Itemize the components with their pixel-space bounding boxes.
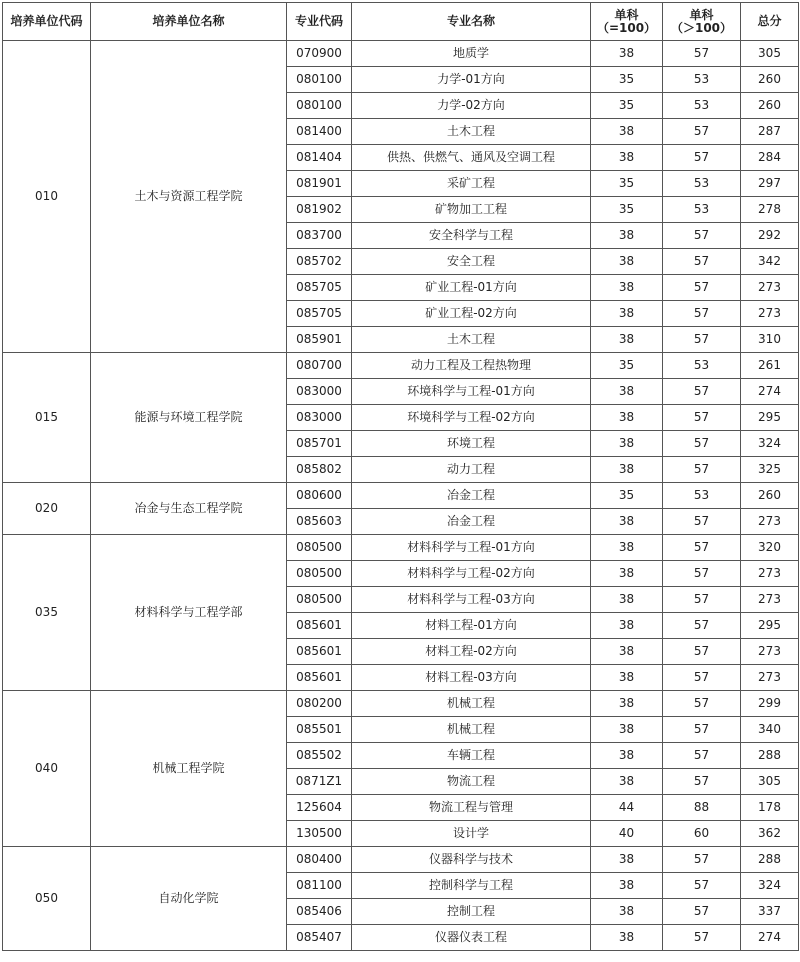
major-name-cell: 材料科学与工程-01方向 [352,535,591,561]
table-row [3,535,799,561]
single-eq100-cell: 38 [591,249,663,275]
major-name-cell: 矿业工程-02方向 [352,301,591,327]
single-gt100-cell: 57 [663,379,741,405]
major-code-cell: 080100 [287,93,352,119]
header-single-gt100-line1: 单科 [689,7,714,22]
header-single-gt100-line2: （＞100） [670,20,733,35]
single-gt100-cell: 57 [663,743,741,769]
single-gt100-cell: 53 [663,67,741,93]
table-row [3,847,799,873]
major-code-cell: 081901 [287,171,352,197]
single-gt100-cell: 57 [663,665,741,691]
single-eq100-cell: 35 [591,171,663,197]
total-cell: 261 [741,353,799,379]
total-cell: 273 [741,587,799,613]
single-gt100-cell: 57 [663,457,741,483]
major-name-cell: 车辆工程 [352,743,591,769]
table-row [3,353,799,379]
unit-name-cell: 能源与环境工程学院 [91,353,287,483]
major-code-cell: 125604 [287,795,352,821]
major-code-cell: 080100 [287,67,352,93]
header-single-gt100 [663,3,741,41]
header-single-eq100 [591,3,663,41]
header-row [3,3,799,41]
major-name-cell: 地质学 [352,41,591,67]
unit-name-cell: 冶金与生态工程学院 [91,483,287,535]
single-gt100-cell: 57 [663,899,741,925]
major-code-cell: 081902 [287,197,352,223]
unit-code-cell: 040 [3,691,91,847]
table-row [3,483,799,509]
total-cell: 273 [741,301,799,327]
total-cell: 324 [741,873,799,899]
total-cell: 325 [741,457,799,483]
single-gt100-cell: 57 [663,275,741,301]
total-cell: 362 [741,821,799,847]
header-single-eq100-line1: 单科 [614,7,639,22]
total-cell: 324 [741,431,799,457]
single-eq100-cell: 38 [591,457,663,483]
single-gt100-cell: 88 [663,795,741,821]
single-eq100-cell: 38 [591,717,663,743]
major-code-cell: 085705 [287,275,352,301]
single-eq100-cell: 38 [591,665,663,691]
major-code-cell: 080700 [287,353,352,379]
major-name-cell: 控制工程 [352,899,591,925]
single-eq100-cell: 38 [591,275,663,301]
single-gt100-cell: 57 [663,249,741,275]
total-cell: 310 [741,327,799,353]
single-gt100-cell: 57 [663,405,741,431]
major-code-cell: 085603 [287,509,352,535]
single-gt100-cell: 57 [663,431,741,457]
single-gt100-cell: 57 [663,535,741,561]
major-name-cell: 仪器科学与技术 [352,847,591,873]
major-name-cell: 采矿工程 [352,171,591,197]
total-cell: 273 [741,665,799,691]
single-gt100-cell: 57 [663,873,741,899]
major-code-cell: 080500 [287,561,352,587]
major-name-cell: 材料工程-01方向 [352,613,591,639]
single-eq100-cell: 38 [591,535,663,561]
single-gt100-cell: 57 [663,847,741,873]
single-eq100-cell: 38 [591,41,663,67]
major-code-cell: 083700 [287,223,352,249]
total-cell: 288 [741,743,799,769]
major-name-cell: 材料科学与工程-02方向 [352,561,591,587]
single-eq100-cell: 38 [591,223,663,249]
unit-name-cell: 土木与资源工程学院 [91,41,287,353]
major-code-cell: 0871Z1 [287,769,352,795]
unit-name-cell: 机械工程学院 [91,691,287,847]
single-gt100-cell: 57 [663,509,741,535]
single-eq100-cell: 38 [591,327,663,353]
major-code-cell: 081100 [287,873,352,899]
single-gt100-cell: 57 [663,691,741,717]
major-code-cell: 080500 [287,587,352,613]
major-name-cell: 力学-02方向 [352,93,591,119]
single-eq100-cell: 38 [591,847,663,873]
single-eq100-cell: 38 [591,145,663,171]
table-row [3,41,799,67]
single-eq100-cell: 38 [591,301,663,327]
single-eq100-cell: 38 [591,119,663,145]
single-gt100-cell: 57 [663,223,741,249]
major-name-cell: 矿物加工工程 [352,197,591,223]
major-code-cell: 080400 [287,847,352,873]
major-name-cell: 材料工程-02方向 [352,639,591,665]
major-code-cell: 085802 [287,457,352,483]
single-gt100-cell: 57 [663,41,741,67]
total-cell: 342 [741,249,799,275]
major-name-cell: 动力工程及工程热物理 [352,353,591,379]
total-cell: 292 [741,223,799,249]
single-gt100-cell: 57 [663,925,741,951]
total-cell: 295 [741,613,799,639]
single-gt100-cell: 53 [663,197,741,223]
major-name-cell: 力学-01方向 [352,67,591,93]
unit-code-cell: 020 [3,483,91,535]
single-gt100-cell: 57 [663,561,741,587]
major-code-cell: 130500 [287,821,352,847]
major-name-cell: 材料工程-03方向 [352,665,591,691]
major-code-cell: 085901 [287,327,352,353]
major-code-cell: 085701 [287,431,352,457]
total-cell: 178 [741,795,799,821]
major-name-cell: 仪器仪表工程 [352,925,591,951]
major-code-cell: 085601 [287,639,352,665]
header-major-code: 专业代码 [287,3,352,41]
single-gt100-cell: 57 [663,587,741,613]
major-name-cell: 土木工程 [352,119,591,145]
header-total: 总分 [741,3,799,41]
single-gt100-cell: 57 [663,769,741,795]
single-gt100-cell: 57 [663,717,741,743]
total-cell: 340 [741,717,799,743]
single-eq100-cell: 38 [591,561,663,587]
single-gt100-cell: 57 [663,145,741,171]
score-table [2,2,799,951]
total-cell: 305 [741,769,799,795]
major-name-cell: 环境科学与工程-01方向 [352,379,591,405]
major-name-cell: 冶金工程 [352,509,591,535]
total-cell: 273 [741,639,799,665]
major-name-cell: 物流工程与管理 [352,795,591,821]
single-eq100-cell: 38 [591,379,663,405]
total-cell: 297 [741,171,799,197]
major-name-cell: 环境工程 [352,431,591,457]
header-major-name: 专业名称 [352,3,591,41]
total-cell: 260 [741,93,799,119]
total-cell: 278 [741,197,799,223]
single-eq100-cell: 38 [591,431,663,457]
major-name-cell: 动力工程 [352,457,591,483]
major-code-cell: 070900 [287,41,352,67]
single-gt100-cell: 53 [663,353,741,379]
single-eq100-cell: 38 [591,769,663,795]
unit-name-cell: 自动化学院 [91,847,287,951]
major-name-cell: 材料科学与工程-03方向 [352,587,591,613]
table-row [3,691,799,717]
major-code-cell: 085406 [287,899,352,925]
single-eq100-cell: 38 [591,691,663,717]
total-cell: 287 [741,119,799,145]
single-eq100-cell: 38 [591,925,663,951]
total-cell: 273 [741,509,799,535]
total-cell: 284 [741,145,799,171]
total-cell: 273 [741,561,799,587]
major-code-cell: 081404 [287,145,352,171]
single-gt100-cell: 57 [663,327,741,353]
single-eq100-cell: 40 [591,821,663,847]
single-eq100-cell: 38 [591,613,663,639]
total-cell: 299 [741,691,799,717]
single-gt100-cell: 53 [663,171,741,197]
major-name-cell: 安全工程 [352,249,591,275]
major-code-cell: 085601 [287,613,352,639]
single-eq100-cell: 38 [591,639,663,665]
major-code-cell: 080600 [287,483,352,509]
major-name-cell: 机械工程 [352,691,591,717]
major-name-cell: 设计学 [352,821,591,847]
major-code-cell: 085501 [287,717,352,743]
single-eq100-cell: 38 [591,873,663,899]
single-gt100-cell: 57 [663,639,741,665]
total-cell: 274 [741,379,799,405]
single-eq100-cell: 44 [591,795,663,821]
total-cell: 288 [741,847,799,873]
major-name-cell: 矿业工程-01方向 [352,275,591,301]
unit-code-cell: 015 [3,353,91,483]
major-code-cell: 083000 [287,405,352,431]
major-code-cell: 081400 [287,119,352,145]
major-name-cell: 安全科学与工程 [352,223,591,249]
single-eq100-cell: 35 [591,93,663,119]
single-gt100-cell: 53 [663,93,741,119]
major-code-cell: 080500 [287,535,352,561]
header-unit-name: 培养单位名称 [91,3,287,41]
single-gt100-cell: 57 [663,613,741,639]
major-code-cell: 080200 [287,691,352,717]
major-name-cell: 控制科学与工程 [352,873,591,899]
single-gt100-cell: 57 [663,301,741,327]
major-name-cell: 物流工程 [352,769,591,795]
major-name-cell: 土木工程 [352,327,591,353]
major-name-cell: 机械工程 [352,717,591,743]
single-eq100-cell: 38 [591,405,663,431]
single-eq100-cell: 35 [591,483,663,509]
major-code-cell: 085702 [287,249,352,275]
total-cell: 260 [741,67,799,93]
major-code-cell: 085502 [287,743,352,769]
major-name-cell: 环境科学与工程-02方向 [352,405,591,431]
single-gt100-cell: 53 [663,483,741,509]
unit-code-cell: 010 [3,41,91,353]
single-eq100-cell: 38 [591,899,663,925]
total-cell: 295 [741,405,799,431]
total-cell: 273 [741,275,799,301]
total-cell: 260 [741,483,799,509]
unit-name-cell: 材料科学与工程学部 [91,535,287,691]
total-cell: 320 [741,535,799,561]
single-eq100-cell: 35 [591,197,663,223]
single-eq100-cell: 35 [591,67,663,93]
major-name-cell: 冶金工程 [352,483,591,509]
total-cell: 305 [741,41,799,67]
header-unit-code: 培养单位代码 [3,3,91,41]
single-eq100-cell: 38 [591,509,663,535]
major-code-cell: 083000 [287,379,352,405]
major-code-cell: 085705 [287,301,352,327]
single-eq100-cell: 35 [591,353,663,379]
single-eq100-cell: 38 [591,587,663,613]
unit-code-cell: 035 [3,535,91,691]
table-body [3,41,799,951]
major-code-cell: 085407 [287,925,352,951]
single-eq100-cell: 38 [591,743,663,769]
single-gt100-cell: 60 [663,821,741,847]
major-code-cell: 085601 [287,665,352,691]
header-single-eq100-line2: （=100） [596,20,657,35]
single-gt100-cell: 57 [663,119,741,145]
major-name-cell: 供热、供燃气、通风及空调工程 [352,145,591,171]
total-cell: 337 [741,899,799,925]
total-cell: 274 [741,925,799,951]
unit-code-cell: 050 [3,847,91,951]
